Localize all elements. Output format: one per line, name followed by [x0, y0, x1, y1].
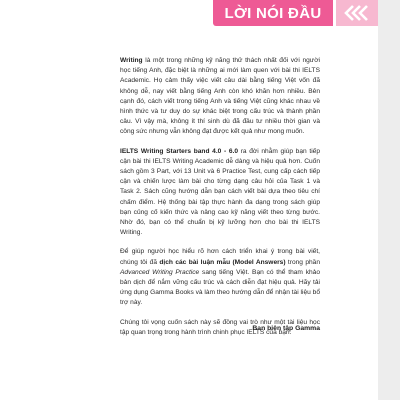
paragraph-2 [120, 147, 320, 239]
paragraph-3 [120, 247, 320, 308]
paragraph-3-mid: trong phần [285, 258, 320, 266]
paragraph-2-text: ra đời nhằm giúp bạn tiếp cận bài thi IELTS Writing Academic dễ dàng và hiệu quả hơn. Cuốn sách gồm 3 Part, với 13 Unit và 6 Practice Test, cung cấp cách tiếp cận và chiến lược làm bài cho từng dạng câu hỏi của Task 1 và Task 2. Sách cũng hướng dẫn bạn cách viết bài dựa theo tiêu chí chấm điểm. Hệ thống bài tập thực hành đa dạng trong sách giúp bạn củng cố kiến thức và nâng cao kỹ năng viết theo từng bước. Nhờ đó, bạn có thể chuẩn bị kỹ lưỡng hơn cho bài thi IELTS Writing. [120, 147, 320, 237]
page-edge [378, 0, 400, 400]
paragraph-3-bold: dịch các bài luận mẫu (Model Answers) [159, 258, 286, 266]
paragraph-3-italic: Advanced Writing Practice [120, 268, 200, 276]
paragraph-3-pre: Để giúp người học hiểu rõ hơn cách triển khai ý trong bài viết, chúng tôi đã [120, 248, 320, 266]
paragraph-2-lead: IELTS Writing Starters band 4.0 - 6.0 [120, 147, 239, 155]
header-tab [336, 0, 378, 26]
paragraph-1-lead: Writing [120, 57, 143, 64]
preface-body [120, 56, 320, 347]
paragraph-4-text: Chúng tôi vọng cuốn sách này sẽ đồng vai trò như một tài liệu học tập quan trọng trong hành trình chinh phục IELTS của bạn. [120, 318, 320, 336]
paragraph-1-text: là một trong những kỹ năng thử thách nhất đối với người học tiếng Anh, đặc biệt là những ai mới làm quen với bài thi IELTS Academic. Họ cảm thấy việc viết câu dài bằng tiếng Việt vốn đã không dễ, nay viết bằng tiếng Anh còn khó khăn hơn nhiều. Bên cạnh đó, cách viết trong tiếng Anh và tiếng Việt cũng khác nhau về hình thức và tư duy do sự khác biệt trong cấu trúc và thành phần câu. Vì vậy mà, không ít thí sinh dù đã đầu tư nhiều thời gian và công sức nhưng vẫn không đạt được kết quả như mong muốn. [120, 57, 320, 136]
header-banner [213, 0, 333, 26]
page-title: LỜI NÓI ĐẦU [224, 4, 322, 22]
double-chevron-left-icon [344, 5, 370, 21]
paragraph-1 [120, 56, 320, 138]
signature: Ban biên tập Gamma [252, 325, 320, 332]
paragraph-3-post: sang tiếng Việt. Bạn có thể tham khảo bản dịch để nắm vững cấu trúc và cách diễn đạt hiệu quả. Hãy tải ứng dụng Gamma Books và làm theo hướng dẫn để nhận tài liệu bổ trợ này. [120, 268, 320, 307]
